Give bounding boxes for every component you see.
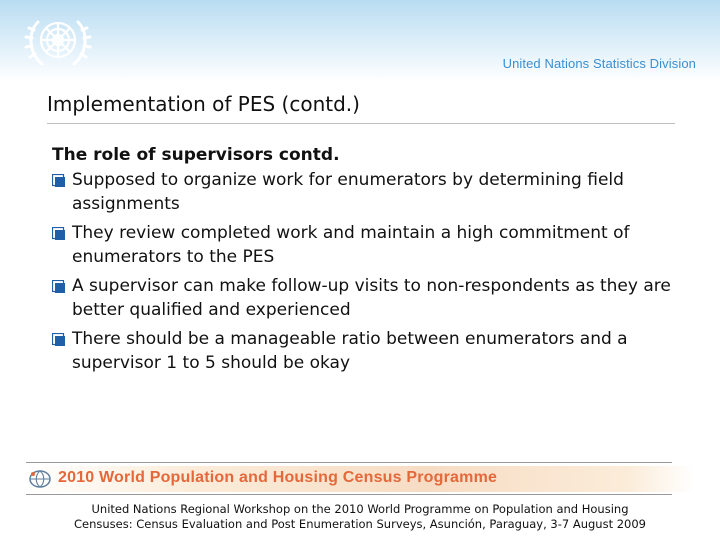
footer-line-2: Censuses: Census Evaluation and Post Enumeration Surveys, Asunción, Paraguay, 3-7 August 2009 — [74, 516, 646, 531]
bullet-text: A supervisor can make follow-up visits to non-respondents as they are better qualified and experienced — [72, 275, 671, 320]
slide-body — [52, 143, 682, 380]
footer-divider-bottom — [26, 494, 672, 495]
division-name: United Nations Statistics Division — [502, 56, 696, 71]
banner-text: 2010 World Population and Housing Census Programme — [58, 469, 498, 486]
un-emblem-icon — [20, 10, 96, 74]
bullet-item — [52, 221, 682, 270]
bullet-item — [52, 274, 682, 323]
bullet-item — [52, 327, 682, 376]
footer-line-1: United Nations Regional Workshop on the 2010 World Programme on Population and Housing — [91, 502, 629, 516]
footer-divider-top — [26, 462, 672, 463]
bullet-item — [52, 168, 682, 217]
bullet-text: There should be a manageable ratio between enumerators and a supervisor 1 to 5 should be okay — [72, 328, 628, 373]
checkbox-bullet-icon — [52, 280, 65, 293]
bullet-text: Supposed to organize work for enumerators by determining field assignments — [72, 169, 624, 214]
checkbox-bullet-icon — [52, 227, 65, 240]
census-programme-banner — [26, 466, 694, 492]
checkbox-bullet-icon — [52, 333, 65, 346]
checkbox-bullet-icon — [52, 174, 65, 187]
title-divider — [47, 123, 675, 124]
slide-subheading: The role of supervisors contd. — [52, 145, 340, 165]
header-band — [0, 0, 720, 82]
slide-title: Implementation of PES (contd.) — [47, 92, 360, 116]
bullet-text: They review completed work and maintain a high commitment of enumerators to the PES — [72, 222, 630, 267]
footer-caption — [0, 502, 720, 531]
bullet-list — [52, 168, 682, 376]
globe-icon — [28, 469, 52, 489]
